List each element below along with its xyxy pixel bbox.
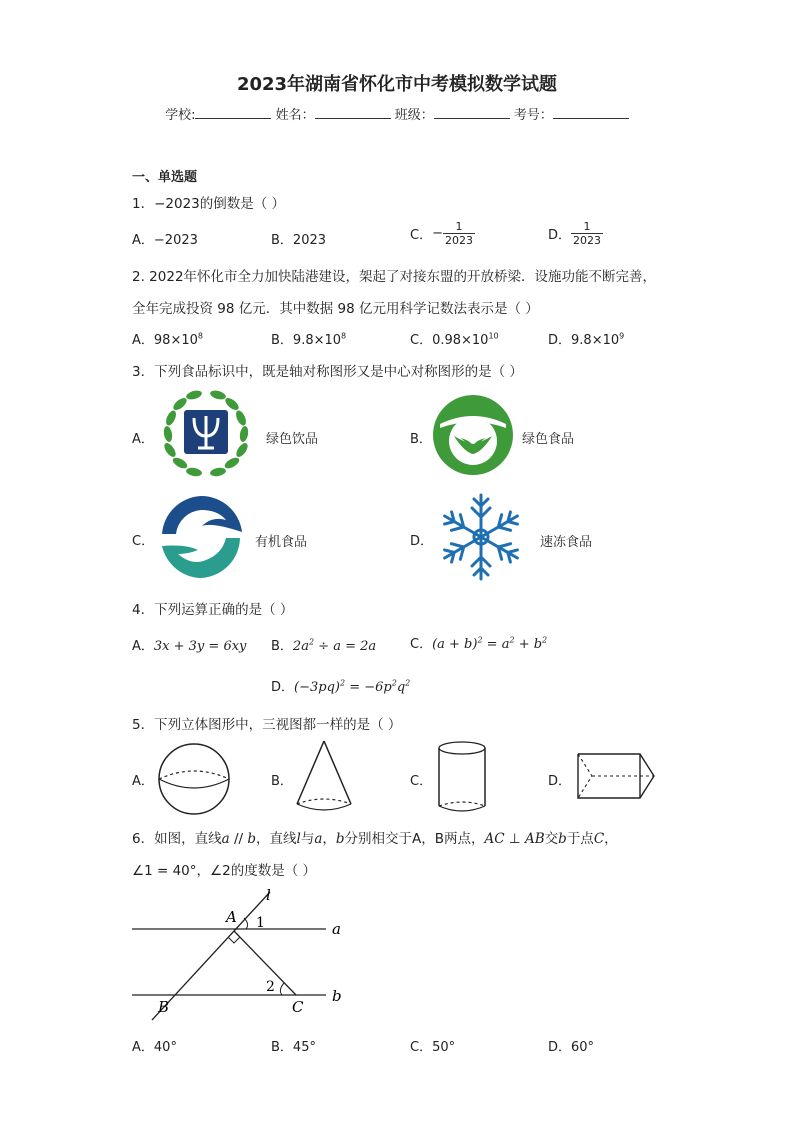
q4-option-d[interactable]: D．$(-3pq)^2 = -6p^2q^2$: [271, 678, 411, 695]
q3-option-c-label: 有机食品: [255, 535, 308, 550]
q2-option-a[interactable]: A．$98\times 10^8$: [132, 331, 203, 348]
q3-option-a-label: 绿色饮品: [266, 432, 319, 447]
label-a: a: [332, 920, 341, 938]
triangular-prism-figure: [574, 750, 658, 804]
q3-option-b-label: 绿色食品: [522, 432, 575, 447]
question-6-line-1: 6．如图，直线a // b，直线l与a，b分别相交于A，B两点，AC ⊥ AB交b于点C，: [132, 831, 618, 847]
q6-option-b[interactable]: B．45°: [271, 1040, 316, 1055]
name-label: 姓名：: [275, 108, 315, 123]
q2-option-b[interactable]: B．$9.8\times 10^8$: [271, 331, 347, 348]
q5-option-d-key[interactable]: D．: [548, 774, 572, 789]
label-angle-2: 2: [266, 979, 275, 995]
school-label: 学校:: [165, 108, 196, 123]
q2-option-c[interactable]: C．$0.98\times 10^{10}$: [410, 331, 499, 348]
q1-option-a[interactable]: A．−2023: [132, 233, 198, 248]
label-point-a: A: [226, 908, 237, 926]
question-2-line-1: 2. 2022年怀化市全力加快陆港建设，架起了对接东盟的开放桥梁．设施功能不断完善，: [132, 269, 657, 285]
label-l: l: [266, 886, 271, 904]
q5-option-c-key[interactable]: C．: [410, 774, 433, 789]
id-label: 考号：: [513, 108, 553, 123]
q6-option-c[interactable]: C．50°: [410, 1040, 456, 1055]
q5-option-b-key[interactable]: B．: [271, 774, 293, 789]
q1-option-b[interactable]: B．2023: [271, 233, 327, 248]
parallel-lines-figure: [130, 884, 360, 1024]
q6-option-d[interactable]: D．60°: [548, 1040, 595, 1055]
question-1: 1．−2023的倒数是（ ）: [132, 196, 286, 212]
label-angle-1: 1: [256, 915, 265, 931]
question-3: 3．下列食品标识中，既是轴对称图形又是中心对称图形的是（ ）: [132, 364, 523, 380]
id-field[interactable]: [553, 106, 629, 119]
fraction: $\frac{1}{2023}$: [444, 220, 473, 247]
question-4: 4．下列运算正确的是（ ）: [132, 602, 294, 618]
name-field[interactable]: [315, 106, 391, 119]
snowflake-icon: [434, 490, 528, 584]
q1-option-d[interactable]: D． $\frac{1}{2023}$: [548, 220, 602, 247]
section-title: 一、单选题: [132, 170, 198, 185]
organic-food-logo: [156, 494, 246, 580]
q1-option-c[interactable]: C．− $\frac{1}{2023}$: [410, 220, 473, 247]
q2-option-d[interactable]: D．$9.8\times 10^9$: [548, 331, 625, 348]
green-food-logo: [432, 394, 514, 476]
cylinder-figure: [436, 740, 488, 816]
q3-option-a-key[interactable]: A．: [132, 432, 154, 447]
label-b: b: [332, 987, 342, 1005]
question-2-line-2: 全年完成投资 98 亿元．其中数据 98 亿元用科学记数法表示是（ ）: [132, 301, 539, 317]
q4-option-c[interactable]: C．$(a + b)^2 = a^2 + b^2$: [410, 635, 548, 652]
cone-figure: [294, 738, 354, 814]
q6-option-a[interactable]: A．40°: [132, 1040, 177, 1055]
sphere-figure: [156, 741, 232, 817]
page-title: 2023年湖南省怀化市中考模拟数学试题: [236, 74, 558, 95]
q5-option-a-key[interactable]: A．: [132, 774, 154, 789]
green-drink-logo: [156, 386, 256, 480]
q3-option-d-key[interactable]: D．: [410, 534, 434, 549]
question-6-line-2: ∠1 = 40°，∠2的度数是（ ）: [132, 863, 316, 879]
q3-option-c-key[interactable]: C．: [132, 534, 155, 549]
question-5: 5．下列立体图形中，三视图都一样的是（ ）: [132, 717, 402, 733]
label-point-c: C: [292, 998, 304, 1016]
fraction: $\frac{1}{2023}$: [573, 220, 602, 247]
q4-option-b[interactable]: B．$2a^2 \div a = 2a$: [271, 637, 377, 654]
school-field[interactable]: [195, 106, 271, 119]
student-info-line: [0, 104, 794, 123]
q4-option-a[interactable]: A．3x + 3y = 6xy: [132, 639, 247, 654]
q3-option-b-key[interactable]: B．: [410, 432, 432, 447]
class-label: 班级：: [394, 108, 434, 123]
label-point-b: B: [158, 998, 170, 1016]
class-field[interactable]: [434, 106, 510, 119]
q3-option-d-label: 速冻食品: [540, 535, 593, 550]
